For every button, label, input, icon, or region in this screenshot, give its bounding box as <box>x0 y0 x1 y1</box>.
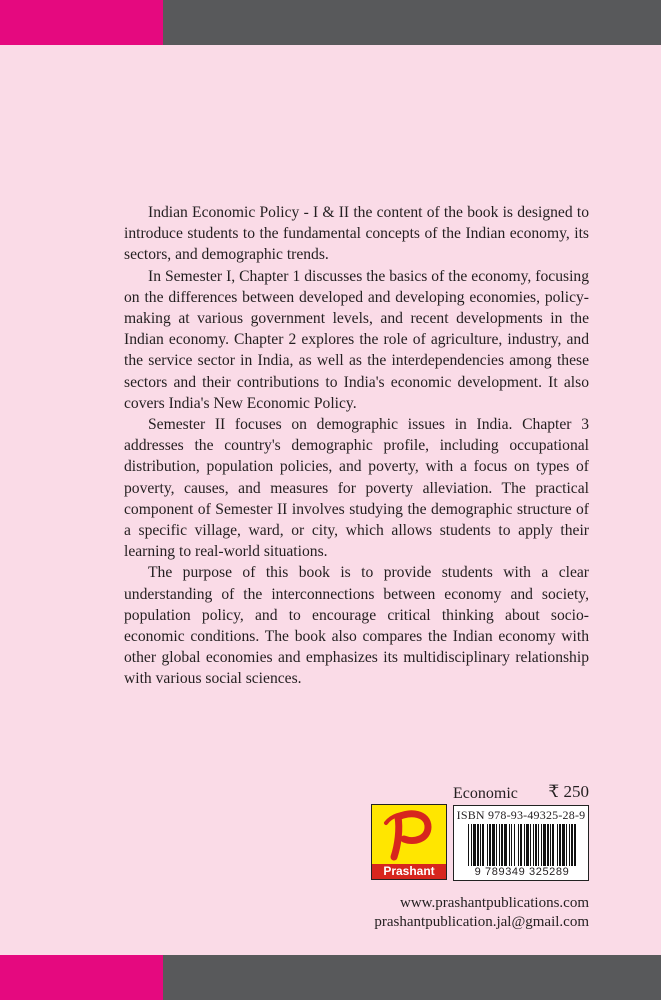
subject-label: Economic <box>453 785 518 802</box>
blurb-paragraph-1: Indian Economic Policy - I & II the content of the book is designed to introduce students to the fundamental concepts of the Indian economy, its sectors, and demographic trends. <box>124 204 589 264</box>
blurb-paragraph-2: In Semester I, Chapter 1 discusses the basics of the economy, focusing on the differences between developed and developing economies, policy-making at various government levels, and recent developments in the Indian economy. Chapter 2 explores the role of agriculture, industry, and the service sector in India, as well as the interdependencies among these sectors and their contributions to India's economic development. It also covers India's New Economic Policy. <box>124 267 589 412</box>
blurb-paragraph-4: The purpose of this book is to provide students with a clear understanding of the interconnections between economy and society, population policy, and to encourage critical thinking about socio-economic conditions. The book also compares the Indian economy with other global economies and emphasizes its multidisciplinary relationship with various social sciences. <box>124 564 589 688</box>
top-pink-block <box>0 0 163 45</box>
publisher-logo <box>371 804 447 880</box>
blurb-paragraph-3: Semester II focuses on demographic issues in India. Chapter 3 addresses the country's demographic profile, including occupational distribution, population policies, and poverty, with a focus on types of poverty, causes, and measures for poverty alleviation. The practical component of Semester II involves studying the demographic structure of a specific village, ward, or city, which allows students to apply their learning to real-world situations. <box>124 416 589 561</box>
isbn-barcode <box>453 805 589 881</box>
bottom-pink-block <box>0 955 163 1000</box>
price-label: ₹ 250 <box>548 782 589 801</box>
back-cover-blurb <box>124 202 589 690</box>
barcode-bars <box>468 824 576 866</box>
bottom-gray-block <box>163 955 661 1000</box>
email-link[interactable]: prashantpublication.jal@gmail.com <box>374 914 589 930</box>
bottom-color-band <box>0 955 661 1000</box>
website-link[interactable]: www.prashantpublications.com <box>400 895 589 911</box>
publisher-contact <box>374 894 589 932</box>
publisher-name: Prashant <box>372 864 446 879</box>
publisher-logo-mark <box>372 805 446 865</box>
barcode-digits: 9 789349 325289 <box>474 866 570 878</box>
isbn-number: ISBN 978-93-49325-28-9 <box>456 808 586 822</box>
top-gray-block <box>163 0 661 45</box>
logo-letter: P <box>372 805 373 806</box>
top-color-band <box>0 0 661 45</box>
